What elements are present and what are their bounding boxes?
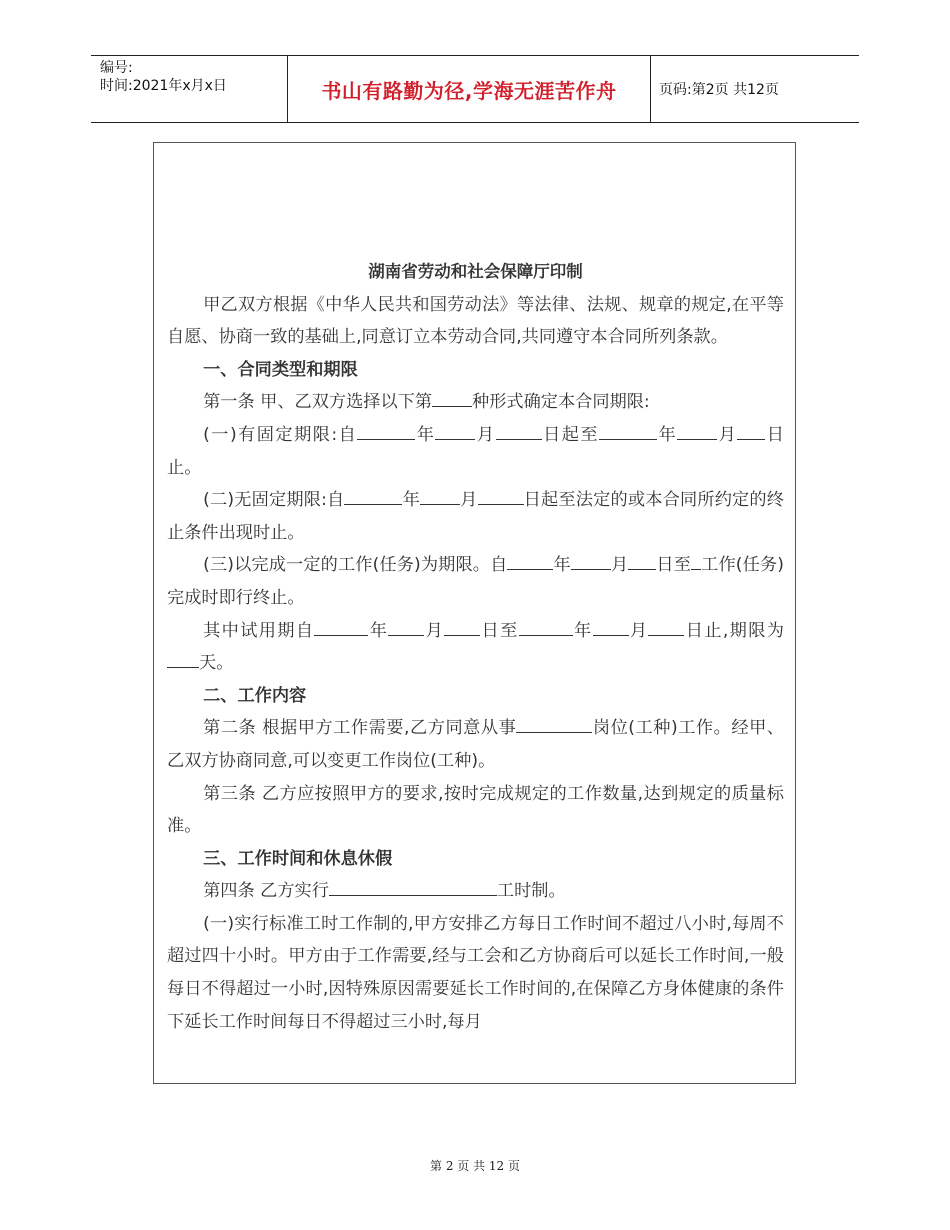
open-start-month-blank[interactable] xyxy=(420,486,460,505)
fixed-start-month-blank[interactable] xyxy=(435,421,475,440)
header-page-info: 页码:第2页 共12页 xyxy=(659,82,779,98)
issuer-title: 湖南省劳动和社会保障厅印制 xyxy=(368,262,583,281)
month-label: 月 xyxy=(475,424,496,445)
open-start-year-blank[interactable] xyxy=(344,486,402,505)
form-choice-blank[interactable] xyxy=(432,388,472,407)
year-label: 年 xyxy=(553,555,571,576)
fixed-end-year-blank[interactable] xyxy=(599,421,657,440)
task-start-month-blank[interactable] xyxy=(571,551,611,570)
probation-end-month-blank[interactable] xyxy=(593,616,629,635)
article-4-text-b: 工时制。 xyxy=(496,881,566,902)
contract-text xyxy=(167,256,784,1038)
month-label: 月 xyxy=(459,490,478,511)
page-footer: 第 2 页 共 12 页 xyxy=(430,1159,520,1173)
fixed-start-year-blank[interactable] xyxy=(357,421,415,440)
open-term-text: (二)无固定期限:自 xyxy=(203,490,345,511)
day-to-label: 日起至 xyxy=(541,424,600,445)
header-motto-cell xyxy=(287,56,651,122)
article-2-text-a: 第二条 根据甲方工作需要,乙方同意从事 xyxy=(203,718,517,739)
article-1-text-b: 种形式确定本合同期限: xyxy=(472,392,650,413)
task-term-text: (三)以完成一定的工作(任务)为期限。自 xyxy=(203,555,508,576)
page-header xyxy=(91,55,859,123)
article-4-text-a: 第四条 乙方实行 xyxy=(203,881,329,902)
probation-end-day-blank[interactable] xyxy=(648,616,684,635)
open-start-day-blank[interactable] xyxy=(478,486,524,505)
fixed-term-text: (一)有固定期限:自 xyxy=(203,424,358,445)
section-heading-2: 二、工作内容 xyxy=(203,685,307,706)
article-1 xyxy=(167,386,784,419)
article-4 xyxy=(167,875,784,908)
open-term-clause xyxy=(167,484,784,549)
month-label: 月 xyxy=(717,424,738,445)
position-blank[interactable] xyxy=(516,714,592,733)
probation-start-day-blank[interactable] xyxy=(444,616,480,635)
days-label: 天。 xyxy=(199,653,234,674)
task-term-clause xyxy=(167,549,784,614)
probation-start-year-blank[interactable] xyxy=(314,616,368,635)
fixed-start-day-blank[interactable] xyxy=(496,421,542,440)
article-1-text-a: 第一条 甲、乙双方选择以下第 xyxy=(203,392,433,413)
year-label: 年 xyxy=(368,620,389,641)
task-blank[interactable] xyxy=(691,551,701,570)
section-heading-3: 三、工作时间和休息休假 xyxy=(203,848,393,869)
document-number-label: 编号: xyxy=(100,60,133,76)
article-3: 第三条 乙方应按照甲方的要求,按时完成规定的工作数量,达到规定的质量标准。 xyxy=(167,783,784,837)
contract-content-box xyxy=(153,142,796,1084)
standard-hours-clause: (一)实行标准工时工作制的,甲方安排乙方每日工作时间不超过八小时,每周不超过四十小时。甲方由于工作需要,经与工会和乙方协商后可以延长工作时间,一般每日不得超过一小时,因特殊原因需要延长工作时间的,在保障乙方身体健康的条件下延长工作时间每日不得超过三小时,每月 xyxy=(167,913,784,1032)
open-term-end-text: 日起至法定的或本合同所约定的终止条件出现时止。 xyxy=(167,490,784,543)
fixed-term-clause xyxy=(167,419,784,484)
article-2-text-b: 岗位(工种)工作。经甲、乙双方协商同意,可以变更工作岗位(工种)。 xyxy=(167,718,784,771)
preamble-paragraph: 甲乙双方根据《中华人民共和国劳动法》等法律、法规、规章的规定,在平等自愿、协商一致的基础上,同意订立本劳动合同,共同遵守本合同所列条款。 xyxy=(167,294,784,348)
section-heading-1: 一、合同类型和期限 xyxy=(203,359,358,380)
month-label: 月 xyxy=(424,620,445,641)
probation-clause xyxy=(167,615,784,680)
fixed-end-month-blank[interactable] xyxy=(677,421,717,440)
month-label: 月 xyxy=(610,555,629,576)
probation-start-month-blank[interactable] xyxy=(388,616,424,635)
task-end-text: 工作(任务)完成时即行终止。 xyxy=(167,555,784,608)
document-time-label: 时间:2021年x月x日 xyxy=(100,78,227,94)
probation-end-year-blank[interactable] xyxy=(519,616,573,635)
task-start-year-blank[interactable] xyxy=(507,551,553,570)
probation-period-text: 日止,期限为 xyxy=(684,620,784,641)
article-2 xyxy=(167,712,784,777)
fixed-end-day-blank[interactable] xyxy=(737,421,765,440)
day-to-label: 日至 xyxy=(480,620,519,641)
work-hour-system-blank[interactable] xyxy=(329,877,497,896)
year-label: 年 xyxy=(415,424,436,445)
probation-text: 其中试用期自 xyxy=(203,620,315,641)
probation-days-blank[interactable] xyxy=(167,649,199,668)
year-label: 年 xyxy=(572,620,593,641)
task-start-day-blank[interactable] xyxy=(628,551,656,570)
year-label: 年 xyxy=(402,490,420,511)
day-to-label: 日至 xyxy=(656,555,692,576)
month-label: 月 xyxy=(628,620,649,641)
year-label: 年 xyxy=(657,424,678,445)
header-motto: 书山有路勤为径,学海无涯苦作舟 xyxy=(321,78,617,103)
day-end-label: 日止。 xyxy=(167,424,784,478)
header-meta xyxy=(91,56,287,122)
